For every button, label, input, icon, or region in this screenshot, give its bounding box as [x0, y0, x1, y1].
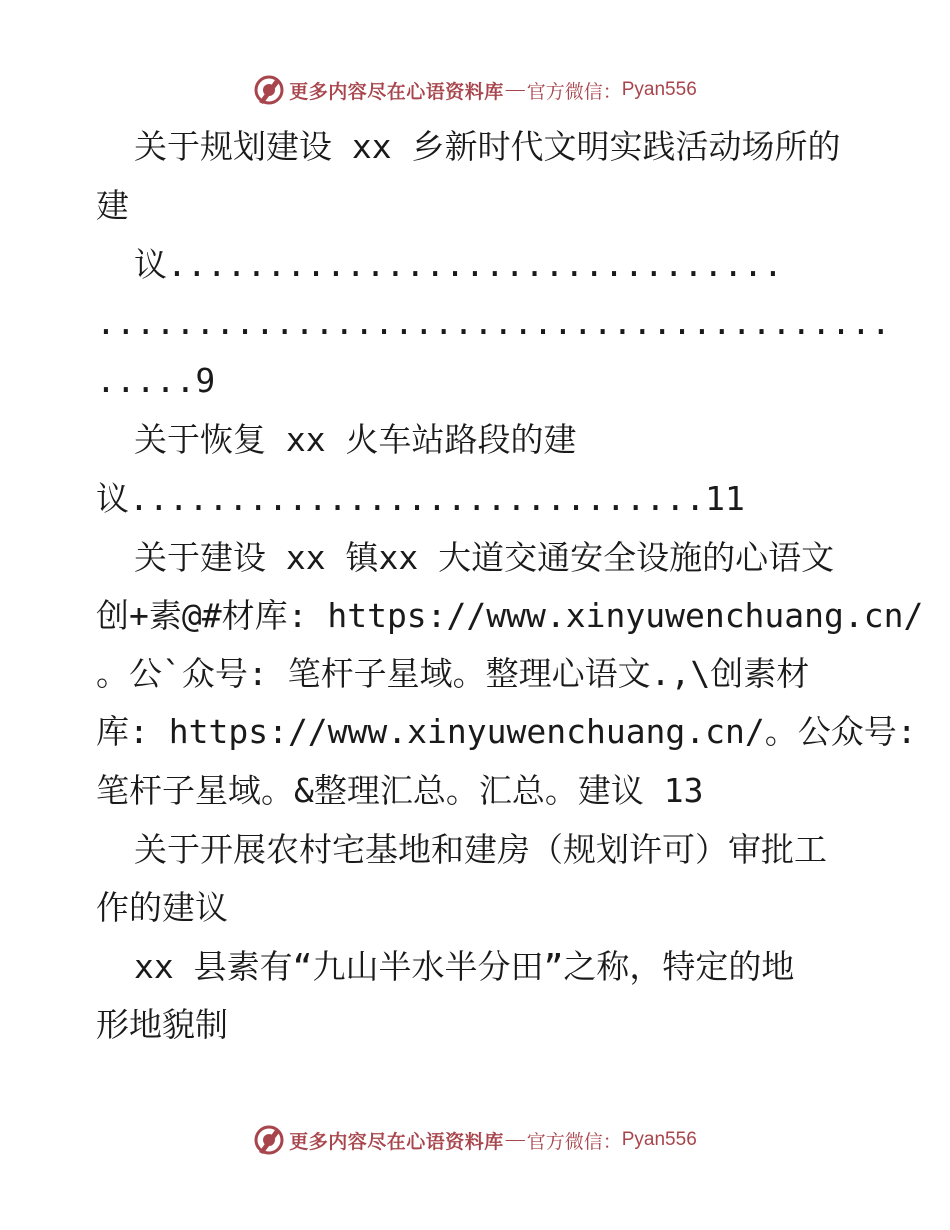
- body-line: 笔杆子星域。&整理汇总。汇总。建议 13: [96, 771, 704, 810]
- body-line: 。公`众号: 笔杆子星域。整理心语文.,\创素材: [96, 654, 810, 693]
- body-line: 关于建设 xx 镇xx 大道交通安全设施的心语文: [134, 538, 835, 577]
- header-wechat-label: 官方微信：: [526, 80, 622, 103]
- body-line: 议.............................11: [96, 479, 745, 518]
- body-line: 议...............................: [134, 245, 783, 284]
- header-banner: [0, 70, 950, 110]
- body-line: 作的建议: [96, 888, 228, 927]
- body-line: 创+素@#材库: https://www.xinyuwenchuang.cn/: [96, 596, 924, 635]
- body-line: 关于恢复 xx 火车站路段的建: [134, 420, 577, 459]
- pen-logo-icon: [253, 74, 285, 106]
- header-separator: —: [505, 79, 525, 100]
- body-line: xx 县素有“九山半水半分田”之称，特定的地: [134, 947, 795, 986]
- footer-banner: [0, 1120, 950, 1160]
- body-line: 关于开展农村宅基地和建房（规划许可）审批工: [134, 830, 827, 869]
- body-line: 关于规划建设 xx 乡新时代文明实践活动场所的: [134, 127, 841, 166]
- body-line: 形地貌制: [96, 1005, 228, 1044]
- header-wechat-id: Pyan556: [621, 79, 697, 100]
- header-brand-text: 更多内容尽在心语资料库: [289, 80, 504, 103]
- body-line: .....9: [96, 361, 216, 400]
- body-line: ........................................: [96, 303, 891, 342]
- footer-brand-text: 更多内容尽在心语资料库: [289, 1130, 504, 1153]
- body-line: 建: [96, 186, 129, 225]
- footer-wechat-label: 官方微信：: [526, 1130, 622, 1153]
- pen-logo-icon: [253, 1124, 285, 1156]
- footer-separator: —: [505, 1129, 525, 1150]
- body-line: 库: https://www.xinyuwenchuang.cn/。公众号:: [96, 712, 917, 751]
- footer-wechat-id: Pyan556: [621, 1129, 697, 1150]
